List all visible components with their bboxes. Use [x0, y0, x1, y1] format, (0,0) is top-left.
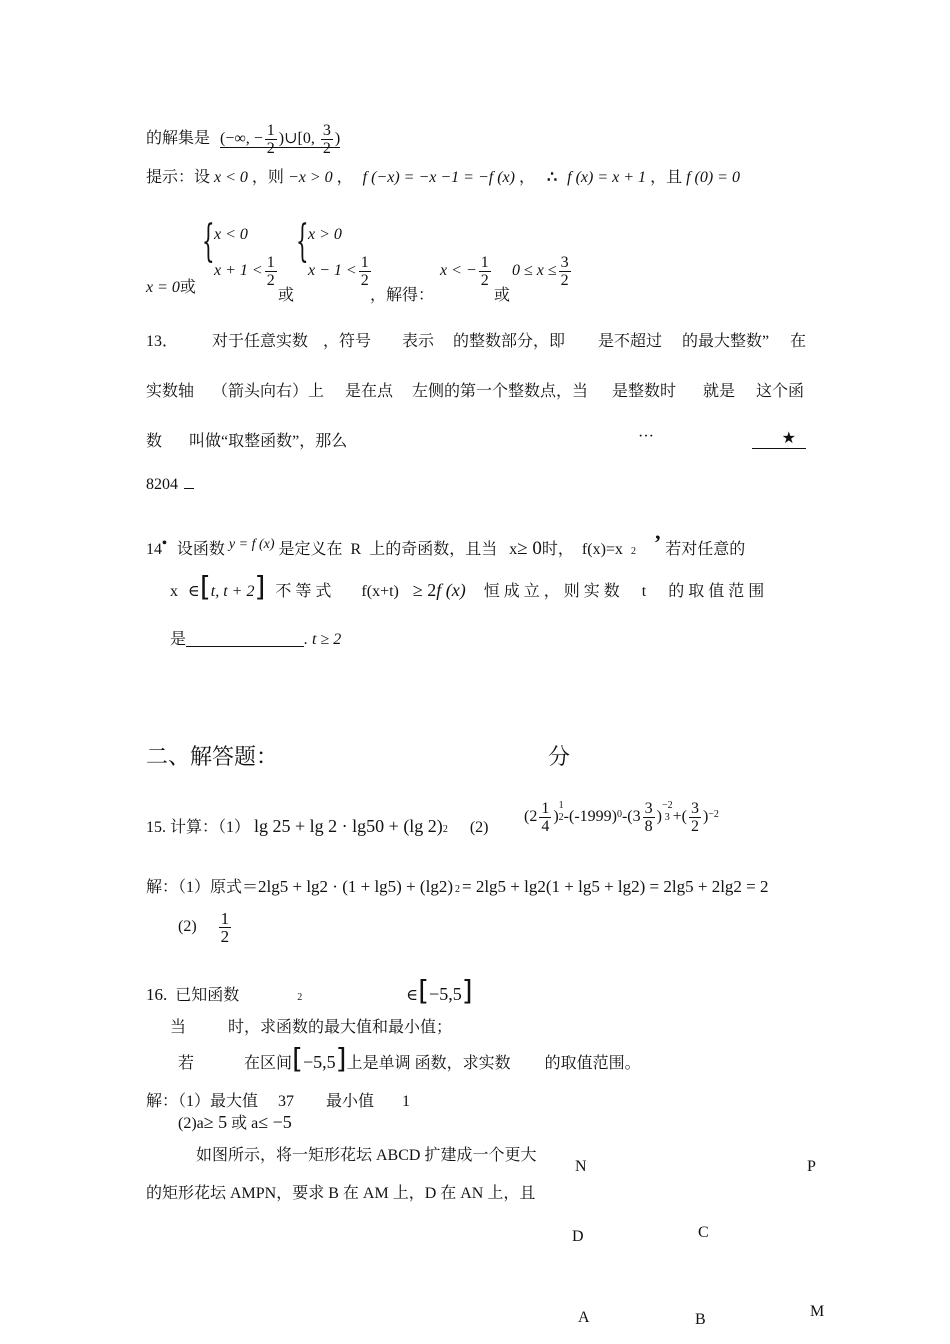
q13-text: ，符号 [323, 333, 372, 350]
q13-text: 的整数部分，即 [453, 333, 566, 350]
figure-label-d: D [572, 1228, 584, 1245]
text: 恒 成 立 ， 则 实 数 [483, 583, 620, 600]
set-part: )∪[0, [278, 130, 319, 148]
q16-line3: 若 在区间[−5,5]上是单调 函数，求实数 的取值范围。 [178, 1042, 641, 1075]
set-part: (−∞, − [220, 130, 263, 148]
frac-den: 2 [322, 140, 331, 157]
figure-label-p: P [807, 1158, 816, 1175]
exp-den: 2 [558, 812, 564, 823]
math: ≥ 5 [203, 1112, 228, 1132]
math: (2 [524, 808, 538, 826]
math: x − 1 < [308, 262, 357, 280]
therefore-symbol: ∴ [546, 169, 558, 186]
q13-text: 对于任意实数 [212, 333, 309, 350]
q13-text: 的最大整数” [682, 333, 770, 350]
q14-number: 14 [146, 541, 162, 558]
frac-den: 2 [266, 140, 275, 157]
exponent: 0 [616, 809, 622, 821]
section-score: 分 [548, 744, 571, 769]
math: f (0) = 0 [686, 169, 740, 186]
math: y = f (x) [228, 537, 275, 552]
math: 0 ≤ x ≤ [512, 262, 557, 280]
q16-line1: 16. 已知函数 2 ∈[−5,5] [146, 974, 473, 1007]
text: . 计算：（1） [162, 819, 251, 836]
text: 若 [178, 1055, 195, 1072]
math: ∈ [188, 583, 200, 600]
system-brace-2: { [296, 216, 309, 267]
text: 最小值 [326, 1093, 375, 1110]
math: x = 0 [146, 279, 180, 296]
q14-line1: 14• 设函数 y = f (x) 是定义在 R 上的奇函数，且当 x≥ 0时， f(x)=x 2 ’ 若对任意的 [146, 530, 746, 559]
q16-solution [146, 1088, 410, 1111]
exponent: 2 [454, 884, 460, 895]
text: 的 取 值 范 围 [668, 583, 765, 600]
q17-line1: 如图所示，将一矩形花坛 ABCD 扩建成一个更大 [196, 1147, 537, 1164]
frac-num: 1 [360, 254, 369, 271]
math: +( [672, 808, 687, 826]
math: f (−x) = −x −1 = −f (x) [362, 169, 515, 186]
figure-label-m: M [810, 1303, 825, 1320]
q12-solution-set [220, 122, 341, 157]
math: ∈ [406, 987, 419, 1004]
frac-den: 2 [480, 272, 489, 289]
math: f (x) [436, 580, 466, 600]
answer-blank [186, 646, 304, 647]
text-solve: ，解得： [370, 287, 435, 304]
frac-num: 1 [541, 800, 550, 817]
figure-label-b: B [695, 1311, 706, 1328]
text: ，且 [650, 169, 683, 186]
text: t [641, 583, 647, 600]
math: -(-1999) [563, 808, 617, 826]
q13-text: 是在点 [345, 383, 394, 400]
result-1 [440, 254, 493, 289]
math: ≥ 0 [517, 538, 542, 559]
text: ， [336, 169, 353, 186]
exponent: 2 [297, 992, 303, 1003]
frac-den: 2 [360, 272, 369, 289]
q13-text: 是整数时 [612, 383, 677, 400]
value: 37 [278, 1093, 295, 1110]
q12-case-x0 [146, 274, 196, 297]
text: 或 [179, 279, 196, 296]
frac-den: 2 [690, 818, 699, 835]
q16-number: 16. [146, 985, 168, 1004]
q13-answer [146, 476, 194, 494]
frac-num: 1 [266, 122, 275, 139]
system2-line2 [308, 254, 373, 289]
set-part: ) [334, 130, 341, 148]
text: R [350, 541, 362, 558]
q14-answer: . t ≥ 2 [304, 631, 342, 648]
text: 解：（1）最大值 [146, 1093, 259, 1110]
value: 1 [402, 1093, 411, 1110]
frac-num: 1 [266, 254, 275, 271]
math: ) [656, 808, 662, 826]
math: = 2lg5 + lg2(1 + lg5 + lg2) = 2lg5 + 2lg2 = 2 [461, 877, 769, 896]
math: −5,5 [429, 984, 462, 1004]
text: ， [518, 169, 535, 186]
text: 上的奇函数，且当 [369, 541, 498, 558]
math: f(x+t) [361, 583, 399, 600]
text-or: 或 [278, 287, 295, 304]
text: (2) [178, 918, 197, 936]
text-or: 或 [494, 287, 511, 304]
q13-text: 是不超过 [598, 333, 663, 350]
frac-den: 2 [560, 272, 569, 289]
text: 解：（1）原式＝ [146, 879, 259, 896]
math: f(x)=x [581, 541, 623, 558]
text: ，则 [251, 169, 284, 186]
math: f (x) = x + 1 [567, 169, 647, 186]
frac-num: 1 [220, 909, 230, 928]
frac-den: 2 [220, 927, 230, 946]
system-brace-1: { [202, 216, 215, 267]
text: 在区间 [244, 1055, 293, 1072]
system2-line1: x > 0 [308, 226, 342, 243]
frac-den: 2 [266, 272, 275, 289]
q12-answer-label: 的解集是 [146, 130, 211, 148]
math: ≤ −5 [258, 1112, 292, 1132]
math: ) [702, 808, 709, 826]
math: x < 0 [214, 169, 248, 186]
q15-expression-2 [524, 800, 719, 835]
text: x [170, 583, 178, 600]
text: 时，求函数的最大值和最小值； [228, 1019, 453, 1036]
math: ≥ 2 [412, 580, 437, 600]
text: 或 a [231, 1115, 259, 1132]
math: ) [553, 808, 559, 826]
text: 是定义在 [278, 541, 343, 558]
text: 的取值范围。 [544, 1055, 641, 1072]
q16-solution-2 [178, 1110, 292, 1133]
text: 当 [170, 1019, 187, 1036]
math: −x > 0 [287, 169, 333, 186]
section-title: 二、解答题： [146, 744, 279, 769]
text: (2)a [178, 1115, 204, 1132]
q13-text: 叫做“取整函数”，那么 [189, 433, 348, 450]
exp-num: −2 [661, 800, 673, 811]
system1-line2 [214, 254, 279, 289]
math: t, t + 2 [210, 583, 255, 600]
q15-solution-2 [178, 910, 233, 945]
q12-hint [146, 164, 740, 187]
q15-number: 15 [146, 819, 162, 836]
frac-num: 1 [480, 254, 489, 271]
q13-text: 表示 [402, 333, 435, 350]
text: 若对任意的 [665, 541, 746, 558]
text: 设函数 [176, 541, 225, 558]
math: -(3 [621, 808, 641, 826]
q13-answer-blank [752, 428, 806, 449]
math: 2lg5 + lg2 · (1 + lg5) + (lg2) [258, 877, 453, 896]
q13-answer-value: 8204 [146, 476, 178, 493]
q13-text: （箭头向右）上 [212, 383, 325, 400]
q12-answer [146, 122, 340, 157]
frac-num: 3 [560, 254, 569, 271]
q15-solution [146, 874, 769, 897]
figure-label-c: C [698, 1224, 709, 1241]
q16-line2 [170, 1014, 452, 1037]
q13-ellipsis: ··· [638, 428, 654, 445]
q13-text: 在 [790, 333, 807, 350]
result-2 [512, 254, 573, 289]
text: 上是单调 函数，求实数 [346, 1055, 511, 1072]
q15-line [146, 814, 488, 837]
frac-num: 3 [690, 800, 699, 817]
q13-text: 这个函 [756, 383, 805, 400]
text: 时， [541, 541, 574, 558]
q13-text: 实数轴 [146, 383, 195, 400]
math: −5,5 [302, 1052, 336, 1072]
q13-text: 左侧的第一个整数点，当 [412, 383, 589, 400]
q13-number: 13． [146, 333, 179, 350]
frac-den: 4 [541, 818, 550, 835]
math: x + 1 < [214, 262, 263, 280]
frac-den: 8 [644, 818, 653, 835]
frac-num: 3 [322, 122, 331, 139]
figure-label-a: A [578, 1309, 590, 1326]
text: 不 等 式 [275, 583, 332, 600]
hint-prefix: 提示：设 [146, 169, 211, 186]
exp-den: 3 [664, 812, 670, 823]
exponent: 2 [630, 546, 636, 557]
q13-text: 就是 [703, 383, 736, 400]
math: lg 25 + lg 2 · lg50 + (lg 2) [254, 816, 443, 836]
q17-line2: 的矩形花坛 AMPN，要求 B 在 AM 上，D 在 AN 上，且 [146, 1185, 536, 1202]
text: x [509, 541, 518, 558]
text: (2) [469, 819, 489, 836]
exponent: −2 [708, 809, 719, 821]
text: 是 [170, 631, 187, 648]
star-icon: ★ [781, 430, 796, 447]
exponent: 2 [442, 824, 448, 835]
exp-num: 1 [558, 800, 564, 811]
math: x < − [440, 262, 477, 280]
q13-text: 数 [146, 433, 163, 450]
system1-line1: x < 0 [214, 226, 248, 243]
frac-num: 3 [644, 800, 653, 817]
q14-line3 [170, 626, 341, 649]
q14-line2: x ∈[t, t + 2] 不 等 式 f(x+t) ≥ 2f (x) 恒 成 立 ， 则 实 数 t 的 取 值 范 围 [170, 570, 765, 603]
text: 已知函数 [175, 987, 240, 1004]
text: ’ [653, 530, 662, 555]
figure-label-n: N [575, 1158, 587, 1175]
